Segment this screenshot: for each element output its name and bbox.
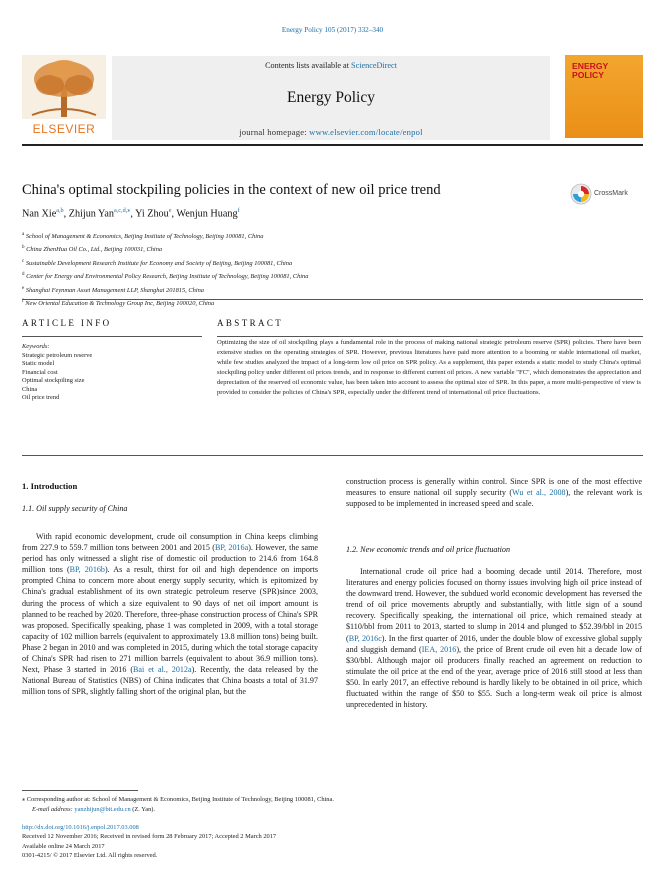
footnote	[22, 795, 642, 815]
received-dates: Received 12 November 2016; Received in revised form 28 February 2017; Accepted 2 March 2017	[22, 833, 277, 841]
cover-title-line1: ENERGY	[572, 61, 609, 71]
affiliation-text: China ZhenHua Oil Co., Ltd., Beijing 100031, China	[26, 246, 163, 254]
doi-link[interactable]: http://dx.doi.org/10.1016/j.enpol.2017.03.008	[22, 824, 139, 831]
affiliation-marker: e	[22, 285, 25, 291]
abstract-text: Optimizing the size of oil stockpiling plays a fundamental role in the process of making national strategic petroleum reserve (SPR) policies. There have been extensive studies on the operating strategies of SPR. However, previous literatures have paid more attention to a booming or stable international oil market, while few studies analyzed the impact of a long-term low oil price on SPR policy. As a supplement, this paper extends a static model to study China's optimal stockpiling policy under different oil prices trends, and in response to different current oil prices. A new variable "FC", which demonstrates the appreciation and depreciation of the reserved oil economic value, has been taken into account to assess the optimal size of SPR. In this paper, a more multi-perspective of view is provided to consider the policies of China's SPR, especially under the different trend of international oil price fluctuations.	[217, 339, 641, 397]
online-date: Available online 24 March 2017	[22, 842, 105, 850]
citation-link[interactable]: BP, 2016c	[348, 633, 382, 643]
affiliation	[22, 283, 642, 296]
paragraph	[22, 531, 318, 697]
keyword: Oil price trend	[22, 394, 60, 402]
paragraph-text: ), the relevant work is supposed to be implemented in increased speed and scale.	[346, 488, 642, 509]
affiliation-text: New Oriental Education & Technology Group Inc, Beijing 100020, China	[25, 300, 215, 308]
paragraph-text: With rapid economic development, crude oil consumption in China keeps climbing from 227.9 to 559.7 million tons between 2001 and 2015 (	[22, 532, 318, 553]
affiliation-marker: a	[22, 232, 25, 237]
affiliation	[22, 256, 642, 269]
section-1-2-heading: 1.2. New economic trends and oil price fluctuation	[346, 545, 511, 554]
affiliation-text: School of Management & Economics, Beijing Institute of Technology, Beijing 100081, China	[25, 233, 264, 241]
cover-title-line2: POLICY	[572, 70, 604, 80]
section-1-1-heading: 1.1. Oil supply security of China	[22, 504, 128, 513]
author-sep: ,	[130, 208, 136, 220]
paragraph	[346, 566, 642, 710]
paragraph-text: ). As a result, thirst for oil and high dependence on imports prompted China to concern more about energy supply security, which is epitomized by China's gradual establishment of its own strategic petroleum reserve (SPR)since 2003, during the process of which a size equivalent to 90 days of net oil import amount is planned to be reached by 2020. Therefore, three-phase construction process of China's SPR was proposed. Specifically speaking, phase 1 was completed in 2009, with a total storage capacity of 102 million barrels (equivalent to approximately 13.8 million tons) being built. Phase 2 began in 2010 and was completed in 2015, during which the total storage capacity of China's SPR had risen to 271 million barrels (equivalent to about 36.9 million tons). Next, Phase 3 started in 2016 (	[22, 565, 318, 675]
affiliation-marker: d	[22, 272, 25, 278]
article-info-heading: ARTICLE INFO	[22, 318, 112, 328]
crossmark-label[interactable]: CrossMark	[594, 190, 628, 197]
affiliation-list	[22, 229, 642, 310]
homepage-link[interactable]: www.elsevier.com/locate/enpol	[309, 127, 423, 137]
keyword: Financial cost	[22, 368, 58, 376]
abstract-rule	[217, 336, 643, 337]
paragraph-text: ). In the first quarter of 2016, under the double blow of excessive global supply and sluggish demand (	[346, 633, 642, 654]
author-4[interactable]: Wenjun Huang	[176, 208, 238, 220]
publisher-logo-text: ELSEVIER	[32, 122, 96, 136]
affiliation-marker: c	[22, 258, 25, 264]
email-suffix: (Z. Yan).	[130, 806, 155, 813]
citation-link[interactable]: Bai et al., 2012a	[133, 665, 192, 675]
affiliation-text: Shanghai Feynman Asset Management LLP, Shanghai 201815, China	[25, 286, 205, 294]
section-1-heading: 1. Introduction	[22, 481, 78, 491]
author-1[interactable]: Nan Xie	[22, 208, 57, 220]
contents-prefix: Contents lists available at	[265, 61, 352, 70]
affiliation	[22, 229, 642, 242]
corresponding-author-note: ⁎ Corresponding author at: School of Management & Economics, Beijing Institute of Technology, Beijing 100081, China.	[22, 796, 334, 803]
paragraph	[346, 476, 642, 509]
article-info-rule	[22, 336, 202, 337]
masthead-rule	[22, 144, 643, 146]
paragraph-text: ), the price of Brent crude oil even hit a decade low of $30/bbl. Although major oil producers finally reached an agreement on reduction to stimulate the oil price at the end of the year, average price of 2016 still stood at less than $50. In early 2017, an effective rebound is hardly likely to be obtained in oil price, which fluctuated within the range of $50 to $55. Such a long-term weak oil price is almost unprecedented in history.	[346, 644, 643, 710]
abstract-heading: ABSTRACT	[217, 318, 284, 328]
citation-link[interactable]: IEA, 2016	[421, 644, 457, 654]
keyword-list	[22, 352, 202, 402]
citation-link[interactable]: BP, 2016a	[215, 543, 249, 553]
email-line	[22, 805, 642, 815]
sciencedirect-link[interactable]: ScienceDirect	[351, 61, 397, 70]
author-1-affil[interactable]: a,b	[56, 207, 64, 214]
affiliation-marker: f	[22, 299, 24, 305]
paragraph-text: construction process is generally within control. Since SPR is one of the most effective measures to ensure national oil supply security (	[346, 477, 642, 498]
author-list	[22, 207, 642, 219]
keywords-label: Keywords:	[22, 343, 50, 350]
keyword: Strategic petroleum reserve	[22, 352, 93, 359]
author-2[interactable]: Zhijun Yan	[68, 208, 115, 220]
keyword: Optimal stockpiling size	[22, 377, 85, 385]
paragraph-text: ). However, the same period has only witnessed a slight rise of domestic oil production to 214.6 from 164.8 million tons (	[22, 543, 318, 575]
author-sep: ,	[171, 208, 177, 220]
contents-line	[112, 61, 550, 70]
affiliation	[22, 242, 642, 255]
journal-reference[interactable]: Energy Policy 105 (2017) 332–340	[281, 26, 384, 34]
homepage-prefix: journal homepage:	[239, 127, 310, 137]
crossmark-icon[interactable]	[570, 183, 592, 205]
author-2-affil[interactable]: a,c,d,⁎	[114, 207, 131, 214]
author-3[interactable]: Yi Zhou	[135, 208, 169, 220]
citation-link[interactable]: Wu et al., 2008	[512, 488, 566, 498]
author-3-affil[interactable]: e	[168, 207, 172, 214]
cover-title	[572, 62, 636, 80]
journal-title: Energy Policy	[287, 89, 375, 106]
homepage-line	[112, 127, 550, 137]
section-divider	[22, 455, 643, 456]
article-title: China's optimal stockpiling policies in the context of new oil price trend	[22, 182, 441, 198]
paragraph-text: ). Recently, the data released by the National Bureau of Statistics (NBS) of China indicates that China boasts a total of 31.97 million tons of SPR, slightly falling short of the original plan, but the	[22, 665, 318, 697]
citation-link[interactable]: BP, 2016b	[69, 565, 105, 575]
footnote-rule	[22, 790, 138, 791]
keyword: China	[22, 385, 38, 393]
affiliation-text: Center for Energy and Environmental Policy Research, Beijing Institute of Technology, Beijing 100081, China	[26, 273, 309, 281]
email-link[interactable]: yanzhijun@bit.edu.cn	[74, 806, 131, 813]
article-metadata	[22, 823, 642, 861]
email-label: E-mail address:	[32, 806, 75, 813]
affiliation-text: Sustainable Development Research Institute for Economy and Society of Beijing, Beijing 100081, China	[25, 259, 293, 267]
affiliation-marker: b	[22, 245, 25, 251]
copyright: 0301-4215/ © 2017 Elsevier Ltd. All rights reserved.	[22, 852, 158, 860]
author-4-affil[interactable]: f	[237, 207, 240, 214]
section-divider	[22, 299, 643, 300]
affiliation	[22, 269, 642, 282]
author-sep: ,	[63, 208, 69, 220]
paragraph-text: International crude oil price had a booming decade until 2014. Therefore, most literatures and energy policies focused on thorny issues involving high oil price instead of the downward trend. However, the subdued world economic development has reversed the trend of oil price movements abruptly and substantially, with little sign of a sound recovery. Specifically speaking, the international oil price, which remained steady at $110/bbl from 2011 to 2013, started to slump in 2014 and plunged to $52.39/bbl in 2015 (	[346, 567, 642, 643]
keyword: Static model	[22, 360, 55, 368]
